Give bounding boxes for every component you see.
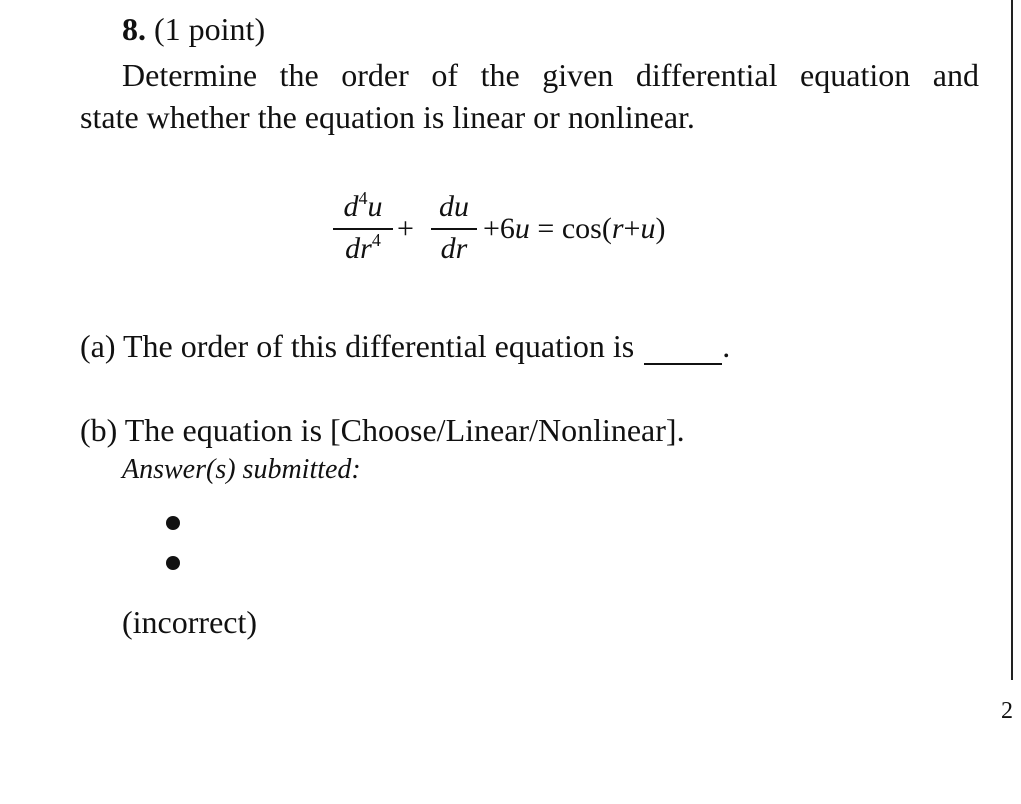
submitted-answers-list xyxy=(166,516,180,596)
submission-status: (incorrect) xyxy=(122,604,258,640)
part-a-text: (a) The order of this differential equation is xyxy=(80,328,635,364)
page-number: 2 xyxy=(1001,698,1013,724)
submitted-answer-bullet xyxy=(166,556,180,570)
problem-number: 8. xyxy=(122,11,146,47)
fraction-bar xyxy=(431,228,477,230)
equation-rhs: +6u = cos(r+u) xyxy=(483,212,666,245)
fraction-bar xyxy=(333,228,393,230)
fraction-numerator: du xyxy=(439,190,469,223)
problem-header xyxy=(122,10,265,48)
problem-points: (1 point) xyxy=(154,11,266,47)
problem-prompt xyxy=(80,54,979,138)
prompt-line-2: state whether the equation is linear or nonlinear. xyxy=(80,99,695,135)
page-right-border xyxy=(1011,0,1013,680)
fraction-du-dr xyxy=(431,190,477,265)
fraction-d4u-dr4 xyxy=(333,190,393,265)
submitted-answer-bullet xyxy=(166,516,180,530)
prompt-line-1: Determine the order of the given differential equation and xyxy=(122,57,979,93)
part-b-text: (b) The equation is [Choose/Linear/Nonlinear]. xyxy=(80,412,685,448)
answers-submitted-label: Answer(s) submitted: xyxy=(122,454,361,485)
part-a xyxy=(80,326,730,366)
plus-sign: + xyxy=(397,212,414,245)
fraction-denominator: $dr^4$ xyxy=(345,230,381,265)
order-answer-input[interactable] xyxy=(644,335,722,365)
part-a-period: . xyxy=(722,328,731,364)
fraction-numerator: $d^4u$ xyxy=(343,188,383,223)
fraction-denominator: dr xyxy=(440,232,468,265)
